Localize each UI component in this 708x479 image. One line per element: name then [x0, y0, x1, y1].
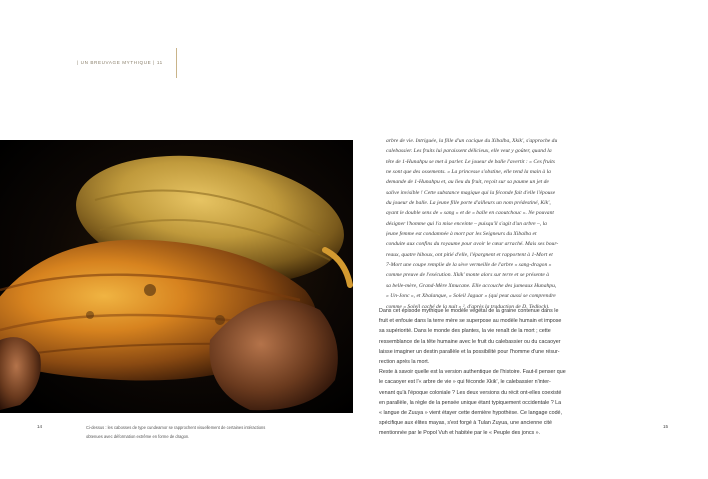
text-line: laisse imaginer un destin parallèle et la possibilité pour l'homme d'une résur-	[379, 348, 560, 355]
text-line: tête de 1-Hunahpu se met à parler. Le joueur de balle l'avertit : « Ces fruits	[386, 158, 555, 165]
text-line: Reste à savoir quelle est la version authentique de l'histoire. Faut-il penser que	[379, 369, 566, 376]
page-number-right: 15	[663, 424, 669, 429]
header-divider	[176, 48, 177, 78]
text-line: ayant le double sens de « sang » et de « balle en caoutchouc ». Ne pouvant	[386, 210, 554, 217]
text-line: comme preuve de l'exécution. Xkik' monte alors sur terre et se présente à	[386, 272, 550, 279]
text-line: demande de 1-Hunahpu et, au lieu du fruit, reçoit sur sa paume un jet de	[386, 179, 549, 186]
text-line: mentionnée par le Popol Vuh et habitée par le « Peuple des joncs ».	[379, 430, 541, 437]
text-line: jeune femme est condamnée à mort par les Seigneurs du Xibalba et	[386, 231, 537, 238]
caption-line: obtenues avec déformation extrême en forme de dragon.	[86, 434, 190, 439]
text-line: venant qu'à l'époque coloniale ? Les deux versions du récit ont-elles coexisté	[379, 389, 562, 396]
body-text	[379, 306, 638, 439]
text-line: salive invisible ! Cette substance magique qui la féconde fait d'elle l'épouse	[386, 189, 556, 196]
text-line: le cacaoyer est l'« arbre de vie » qui féconde Xkik', le calebassier n'inter-	[379, 379, 551, 386]
text-line: arbre de vie. Intriguée, la fille d'un cacique du Xibalba, Xkik', s'approche du	[386, 138, 558, 144]
text-line: conduite aux confins du royaume pour avoir le cœur arraché. Mais ses bour-	[386, 241, 559, 248]
running-head: | UN BREUVAGE MYTHIQUE | 11	[77, 60, 163, 65]
text-line: sa belle-mère, Grand-Mère Xmucane. Elle accouche des jumeaux Hunahpu,	[386, 282, 557, 289]
text-line: rection après la mort.	[379, 359, 430, 366]
text-line: spécifique aux élites mayas, s'est forgé à Tulan Zuyua, une ancienne cité	[379, 420, 553, 427]
text-line: ne sont que des ossements. » La princesse s'obstine, elle tend la main à la	[386, 169, 551, 176]
text-line: « langue de Zuuya » vient étayer cette dernière hypothèse. Ce langage codé,	[379, 410, 562, 417]
text-line: ressemblance de la tête humaine avec le fruit du calebassier ou du cacaoyer	[379, 338, 561, 345]
cacao-pods-illustration	[0, 140, 353, 413]
text-line: en parallèle, la règle de la pensée unique étant typiquement occidentale ? La	[379, 399, 562, 406]
text-line: sa supériorité. Dans le monde des plantes, la vie renaît de la mort ; cette	[379, 328, 551, 335]
text-line: comme « Soleil caché de la nuit » ², d'après la traduction de D. Tedlock).	[386, 303, 550, 310]
text-line: du joueur de balle. La jeune fille porte d'ailleurs un nom prédestiné, Kik',	[386, 200, 551, 207]
page-number-left: 14	[37, 424, 43, 429]
text-line: reaux, quatre hiboux, ont pitié d'elle, l'épargnent et rapportent à 1-Mort et	[386, 251, 553, 258]
photo-caption	[86, 423, 308, 441]
text-line: calebassier. Les fruits lui paraissent délicieux, elle veut y goûter, quand la	[386, 148, 552, 155]
text-line: désigner l'homme qui l'a mise enceinte – puisqu'il s'agit d'un arbre –, la	[386, 220, 547, 227]
text-line: 7-Mort une coupe remplie de la sève vermeille de l'arbre « sang-dragon »	[386, 262, 552, 269]
text-line: « Un-Jonc », et Xbalanque, « Soleil Jaguar » (qui peut aussi se comprendre	[386, 293, 556, 300]
text-line: fruit et enfouie dans la terre mère se superpose au modèle humain et impose	[379, 318, 562, 325]
cacao-pods-photo	[0, 140, 353, 413]
text-line: Dans cet épisode mythique le modèle végétal de la graine contenue dans le	[379, 308, 559, 314]
caption-line: Ci-dessus : les cabosses de type cundeamor se rapprochent visuellement de certaines intéractions	[86, 425, 266, 430]
myth-narrative-text	[386, 136, 633, 312]
